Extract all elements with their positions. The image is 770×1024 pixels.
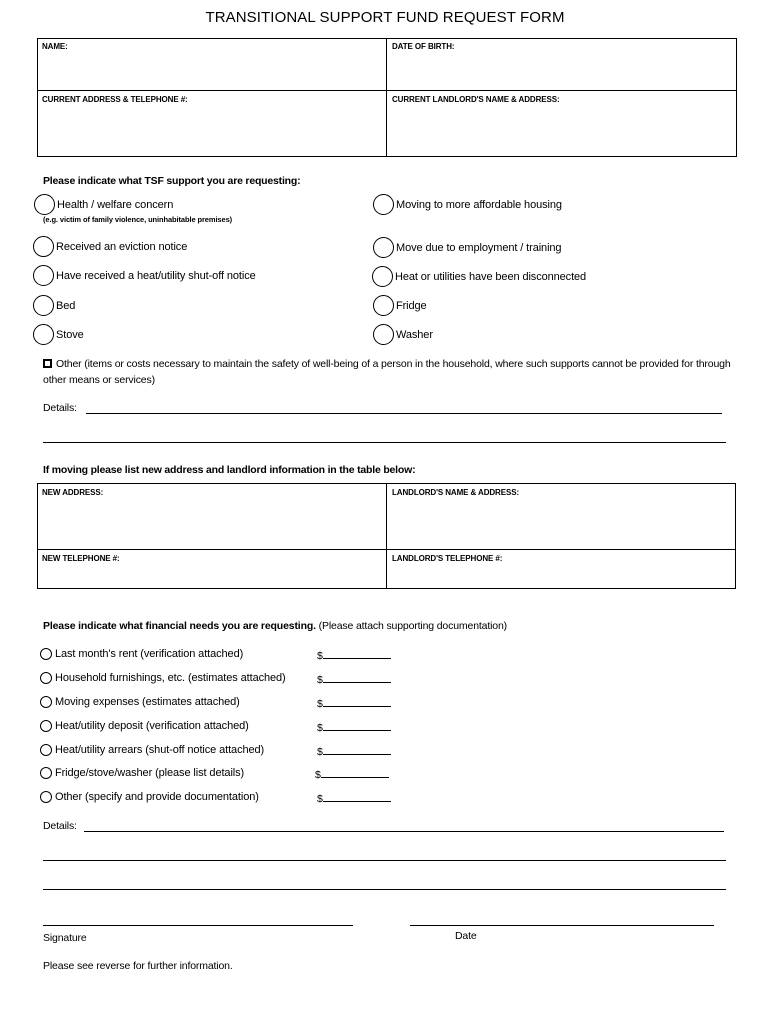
radio-circle-icon[interactable] [40,648,52,660]
date-line[interactable] [410,925,714,926]
health-note: (e.g. victim of family violence, uninhabitable premises) [43,215,233,224]
financial-details-line-2[interactable] [43,860,726,861]
option-utilities-disconnected[interactable]: Heat or utilities have been disconnected [372,266,586,287]
financial-heading-note: (Please attach supporting documentation) [318,620,508,632]
radio-circle-icon[interactable] [34,194,55,215]
amount-field-appliances[interactable]: $ [315,768,389,781]
signature-line[interactable] [43,925,353,926]
amount-field-furnishings[interactable]: $ [317,673,391,686]
moving-heading: If moving please list new address and landlord information in the table below: [43,464,416,476]
radio-circle-icon[interactable] [33,295,54,316]
name-field[interactable]: NAME: [42,42,68,51]
radio-circle-icon[interactable] [33,236,54,257]
option-health-welfare[interactable]: Health / welfare concern [34,194,173,215]
landlord-telephone-field[interactable]: LANDLORD'S TELEPHONE #: [392,554,503,563]
fin-item-household-furnishings[interactable]: Household furnishings, etc. (estimates attached) [40,672,286,684]
fin-item-heat-deposit[interactable]: Heat/utility deposit (verification attached) [40,720,249,732]
financial-heading-bold: Please indicate what financial needs you are requesting. [43,620,316,632]
financial-details-line-1[interactable] [84,831,724,832]
radio-circle-icon[interactable] [40,744,52,756]
radio-circle-icon[interactable] [40,696,52,708]
option-washer[interactable]: Washer [373,324,433,345]
tsf-details-line-2[interactable] [43,442,726,443]
radio-circle-icon[interactable] [33,324,54,345]
fin-item-heat-arrears[interactable]: Heat/utility arrears (shut-off notice attached) [40,744,264,756]
fin-item-moving-expenses[interactable]: Moving expenses (estimates attached) [40,696,240,708]
radio-circle-icon[interactable] [372,266,393,287]
footer-note: Please see reverse for further information. [43,960,233,972]
amount-field-heat-arrears[interactable]: $ [317,745,391,758]
radio-circle-icon[interactable] [373,295,394,316]
radio-circle-icon[interactable] [373,237,394,258]
amount-field-rent[interactable]: $ [317,649,391,662]
radio-circle-icon[interactable] [40,672,52,684]
amount-field-other[interactable]: $ [317,792,391,805]
fin-item-appliances[interactable]: Fridge/stove/washer (please list details) [40,767,244,779]
radio-circle-icon[interactable] [40,767,52,779]
fin-item-last-month-rent[interactable]: Last month's rent (verification attached) [40,648,243,660]
radio-circle-icon[interactable] [33,265,54,286]
tsf-heading: Please indicate what TSF support you are requesting: [43,175,301,187]
option-affordable-housing[interactable]: Moving to more affordable housing [373,194,562,215]
date-label: Date [455,930,477,942]
applicant-info-table [37,38,737,157]
radio-circle-icon[interactable] [40,791,52,803]
tsf-details-label: Details: [43,402,77,414]
current-address-field[interactable]: CURRENT ADDRESS & TELEPHONE #: [42,95,188,104]
option-eviction-notice[interactable]: Received an eviction notice [33,236,187,257]
financial-details-line-3[interactable] [43,889,726,890]
fin-item-other[interactable]: Other (specify and provide documentation) [40,791,259,803]
signature-label: Signature [43,932,87,944]
option-other[interactable]: Other (items or costs necessary to maintain the safety of well-being of a person in the household, where such supports cannot be provided for through other means or services) [43,358,731,386]
checkbox-square-icon[interactable] [43,359,52,368]
option-bed[interactable]: Bed [33,295,75,316]
amount-field-moving[interactable]: $ [317,697,391,710]
amount-field-heat-deposit[interactable]: $ [317,721,391,734]
new-address-table [37,483,736,589]
financial-heading [43,620,507,632]
option-stove[interactable]: Stove [33,324,84,345]
new-telephone-field[interactable]: NEW TELEPHONE #: [42,554,120,563]
form-title: TRANSITIONAL SUPPORT FUND REQUEST FORM [205,9,565,26]
date-of-birth-field[interactable]: DATE OF BIRTH: [392,42,455,51]
option-shutoff-notice[interactable]: Have received a heat/utility shut-off notice [33,265,256,286]
radio-circle-icon[interactable] [373,324,394,345]
radio-circle-icon[interactable] [40,720,52,732]
radio-circle-icon[interactable] [373,194,394,215]
landlord-name-address-field[interactable]: LANDLORD'S NAME & ADDRESS: [392,488,520,497]
tsf-details-line-1[interactable] [86,413,722,414]
current-landlord-field[interactable]: CURRENT LANDLORD'S NAME & ADDRESS: [392,95,560,104]
financial-details-label: Details: [43,820,77,832]
new-address-field[interactable]: NEW ADDRESS: [42,488,104,497]
option-fridge[interactable]: Fridge [373,295,427,316]
option-employment-move[interactable]: Move due to employment / training [373,237,561,258]
